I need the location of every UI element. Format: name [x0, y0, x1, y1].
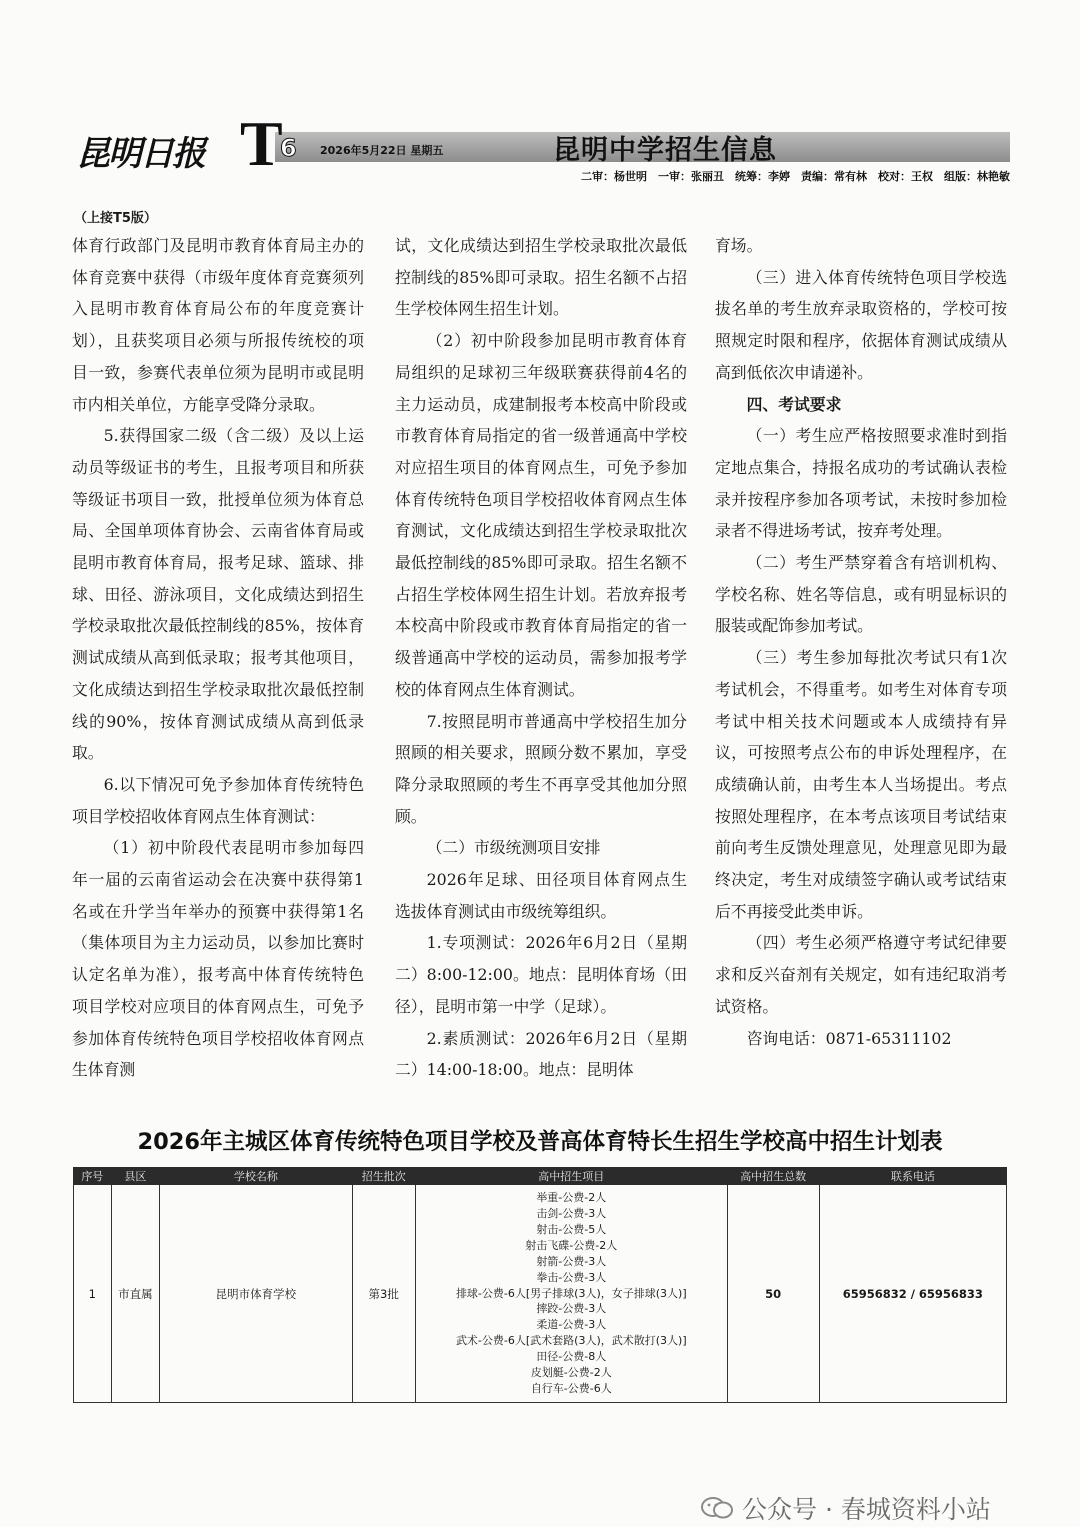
project-item: 柔道-公费-3人 — [536, 1318, 607, 1332]
edition-number: 6 — [280, 134, 297, 162]
paragraph: 咨询电话：0871-65311102 — [746, 1028, 952, 1048]
project-item: 射箭-公费-3人 — [536, 1254, 607, 1268]
paragraph: 7.按照昆明市普通高中学校招生加分照顾的相关要求，照顾分数不累加，享受降分录取照顾的考生不再享受其他加分照顾。 — [395, 711, 687, 826]
wechat-icon — [700, 1496, 734, 1520]
paragraph: （2）初中阶段参加昆明市教育体育局组织的足球初三年级联赛获得前4名的主力运动员，成建制报考本校高中阶段或市教育体育局指定的省一级普通高中学校对应招生项目的体育网点生，可免予参加体育传统特色项目学校招收体育网点生体育测试，文化成绩达到招生学校录取批次最低控制线的85%即可录取。招生名额不占招生学校体网生招生计划。若放弃报考本校高中阶段或市教育体育局指定的省一级普通高中学校的运动员，需参加报考学校的体育网点生体育测试。 — [395, 331, 687, 699]
paragraph: （一）考生应严格按照要求准时到指定地点集合，持报名成功的考试确认表检录并按程序参加各项考试，未按时参加检录者不得进场考试，按弃考处理。 — [715, 426, 1007, 541]
paper-logo: 昆明日报 — [76, 134, 204, 174]
paragraph: 体育行政部门及昆明市教育体育局主办的体育竞赛中获得（市级年度体育竞赛须列入昆明市教育体育局公布的年度竞赛计划），且获奖项目必须与所报传统校的项目一致，参赛代表单位须为昆明市或昆明市内相关单位，方能享受降分录取。 — [72, 236, 364, 414]
project-item: 自行车-公费-6人 — [530, 1381, 612, 1395]
header-total: 高中招生总数 — [727, 1168, 819, 1185]
project-item: 射击飞碟-公费-2人 — [525, 1238, 618, 1252]
paragraph: （三）考生参加每批次考试只有1次考试机会，不得重考。如考生对体育专项考试中相关技术问题或本人成绩持有异议，可按照考点公布的申诉处理程序，在成绩确认前，由考生本人当场提出。考点按照处理程序，在本考点该项目考试结束前向考生反馈处理意见，处理意见即为最终决定，考生对成绩签字确认或考试结束后不再接受此类申诉。 — [715, 648, 1007, 921]
paragraph: 5.获得国家二级（含二级）及以上运动员等级证书的考生，且报考项目和所获等级证书项目一致，批授单位须为体育总局、全国单项体育协会、云南省体育局或昆明市教育体育局，报考足球、篮球、排球、田径、游泳项目，文化成绩达到招生学校录取批次最低控制线的85%，按体育测试成绩从高到低录取；报考其他项目，文化成绩达到招生学校录取批次最低控制线的90%，按体育测试成绩从高到低录取。 — [72, 426, 364, 763]
paragraph: 育场。 — [715, 236, 763, 255]
section-title: 昆明中学招生信息 — [553, 135, 777, 166]
paragraph: （1）初中阶段代表昆明市参加每四年一届的云南省运动会在决赛中获得第1名或在升学当年举办的预赛中获得第1名（集体项目为主力运动员，以参加比赛时认定名单为准），报考高中体育传统特色项目学校对应项目的体育网点生，可免予参加体育传统特色项目学校招收体育网点生体育测 — [72, 838, 364, 1080]
paragraph: （二）考生严禁穿着含有培训机构、学校名称、姓名等信息，或有明显标识的服装或配饰参加考试。 — [715, 553, 1007, 636]
article-column-1 — [72, 230, 364, 1086]
paragraph: （三）进入体育传统特色项目学校选拔名单的考生放弃录取资格的，学校可按照规定时限和程序，依据体育测试成绩从高到低依次申请递补。 — [715, 267, 1007, 382]
project-item: 射击-公费-5人 — [536, 1222, 607, 1236]
table-title: 2026年主城区体育传统特色项目学校及普高体育特长生招生学校高中招生计划表 — [137, 1129, 943, 1155]
cell-no: 1 — [74, 1185, 112, 1403]
header-projects: 高中招生项目 — [415, 1168, 727, 1185]
table-row — [74, 1185, 1007, 1403]
article-column-3 — [715, 230, 1007, 1054]
cell-school: 昆明市体育学校 — [160, 1185, 352, 1403]
table-header-row — [74, 1168, 1007, 1185]
project-item: 击剑-公费-3人 — [536, 1207, 607, 1221]
header-phone: 联系电话 — [819, 1168, 1006, 1185]
project-item: 武术-公费-6人[武术套路(3人)，武术散打(3人)] — [455, 1334, 687, 1348]
cell-phone: 65956832 / 65956833 — [819, 1185, 1006, 1403]
editor-credits: 二审：杨世明 一审：张丽丑 统筹：李婷 责编：常有林 校对：王权 组版：林艳敏 — [581, 170, 1010, 183]
project-item: 举重-公费-2人 — [536, 1191, 607, 1205]
paragraph: （二）市级统测项目安排 — [426, 838, 601, 858]
paragraph: 1.专项测试：2026年6月2日（星期二）8:00-12:00。地点：昆明体育场（田径），昆明市第一中学（足球）。 — [395, 933, 687, 1016]
section-heading: 四、考试要求 — [746, 394, 842, 414]
project-item: 田径-公费-8人 — [536, 1350, 607, 1364]
project-item: 拳击-公费-3人 — [536, 1270, 607, 1284]
cell-projects — [415, 1185, 727, 1403]
paragraph: 2026年足球、田径项目体育网点生选拔体育测试由市级统筹组织。 — [395, 870, 687, 921]
project-list — [416, 1190, 727, 1397]
enrollment-plan-table — [73, 1167, 1007, 1403]
cell-total: 50 — [727, 1185, 819, 1403]
paragraph: 6.以下情况可免予参加体育传统特色项目学校招收体育网点生体育测试： — [72, 774, 364, 826]
cell-batch: 第3批 — [352, 1185, 415, 1403]
watermark-text: 公众号 · 春城资料小站 — [742, 1495, 991, 1524]
continued-tag: （上接T5版） — [74, 211, 157, 226]
paragraph: 试，文化成绩达到招生学校录取批次最低控制线的85%即可录取。招生名额不占招生学校体网生招生计划。 — [395, 236, 687, 319]
paragraph: 2.素质测试：2026年6月2日（星期二）14:00-18:00。地点：昆明体 — [395, 1028, 687, 1080]
header-school: 学校名称 — [160, 1168, 352, 1185]
header-batch: 招生批次 — [352, 1168, 415, 1185]
edition-letter: T — [240, 108, 283, 179]
project-item: 皮划艇-公费-2人 — [530, 1366, 612, 1380]
paragraph: （四）考生必须严格遵守考试纪律要求和反兴奋剂有关规定，如有违纪取消考试资格。 — [715, 933, 1007, 1016]
header-no: 序号 — [74, 1168, 112, 1185]
project-item: 摔跤-公费-3人 — [536, 1302, 607, 1316]
header-district: 县区 — [111, 1168, 159, 1185]
edition-date: 2026年5月22日 星期五 — [320, 144, 444, 157]
project-item: 排球-公费-6人[男子排球(3人)，女子排球(3人)] — [455, 1286, 687, 1300]
watermark — [700, 1488, 991, 1528]
cell-district: 市直属 — [111, 1185, 159, 1403]
article-column-2 — [395, 230, 687, 1086]
